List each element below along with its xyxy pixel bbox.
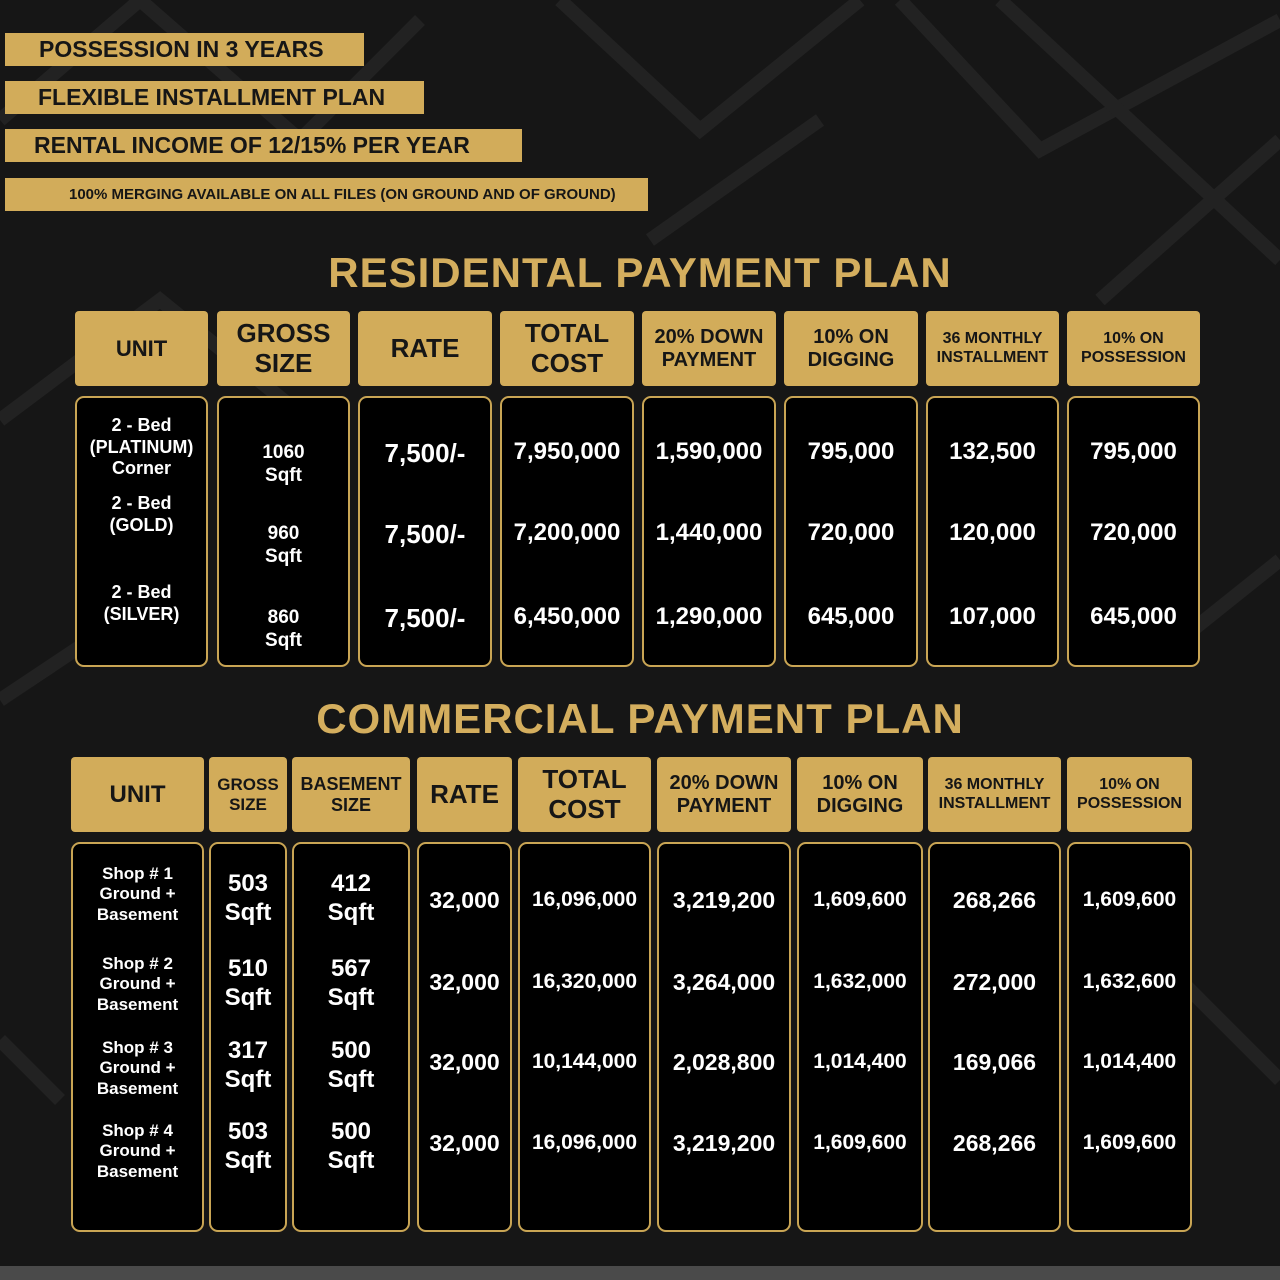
header-digging: 10% ON DIGGING [797, 757, 923, 832]
cell-possession: 645,000 [1090, 603, 1177, 630]
cell-total: 7,200,000 [513, 519, 621, 546]
cell-size: 510 Sqft [224, 955, 272, 1011]
commercial-title: COMMERCIAL PAYMENT PLAN [316, 695, 964, 742]
cell-digging: 1,609,600 [813, 888, 907, 911]
cell-down: 3,264,000 [672, 969, 776, 995]
cell-possession: 720,000 [1090, 519, 1177, 546]
header-total: TOTAL COST [518, 757, 651, 832]
cell-size: 860 Sqft [265, 607, 302, 651]
cell-down: 3,219,200 [672, 1130, 776, 1156]
cell-size: 503 Sqft [224, 870, 272, 926]
header-digging: 10% ON DIGGING [784, 311, 918, 386]
header-unit: UNIT [75, 311, 208, 386]
header-possession: 10% ON POSSESSION [1067, 311, 1200, 386]
badge-merging: 100% MERGING AVAILABLE ON ALL FILES (ON GROUND AND OF GROUND) [5, 178, 648, 211]
cell-unit: 2 - Bed (SILVER) [103, 582, 180, 624]
header-size: GROSS SIZE [217, 311, 350, 386]
cell-down: 3,219,200 [672, 887, 776, 913]
badge-installment: FLEXIBLE INSTALLMENT PLAN [5, 81, 424, 114]
header-basement: BASEMENT SIZE [292, 757, 410, 832]
cell-unit: Shop # 3 Ground + Basement [96, 1038, 179, 1098]
cell-total: 16,096,000 [531, 888, 638, 911]
cell-digging: 645,000 [807, 603, 895, 630]
cell-basement: 412 Sqft [327, 870, 375, 926]
cell-rate: 32,000 [429, 969, 500, 995]
header-unit: UNIT [71, 757, 204, 832]
cell-unit: Shop # 2 Ground + Basement [96, 954, 179, 1014]
cell-size: 317 Sqft [224, 1037, 272, 1093]
header-total: TOTAL COST [500, 311, 634, 386]
cell-basement: 567 Sqft [327, 955, 375, 1011]
cell-digging: 1,014,400 [813, 1050, 907, 1073]
header-monthly: 36 MONTHLY INSTALLMENT [928, 757, 1061, 832]
header-down: 20% DOWN PAYMENT [642, 311, 776, 386]
cell-possession: 795,000 [1090, 438, 1177, 465]
cell-down: 1,290,000 [655, 603, 763, 630]
residential-title: RESIDENTAL PAYMENT PLAN [328, 249, 952, 296]
cell-monthly: 272,000 [952, 969, 1037, 995]
header-monthly: 36 MONTHLY INSTALLMENT [926, 311, 1059, 386]
cell-rate: 7,500/- [384, 438, 466, 468]
cell-possession: 1,609,600 [1082, 1131, 1177, 1154]
cell-basement: 500 Sqft [327, 1037, 375, 1093]
cell-digging: 1,632,000 [813, 970, 907, 993]
cell-size: 1060 Sqft [262, 442, 305, 486]
cell-possession: 1,014,400 [1082, 1050, 1177, 1073]
cell-rate: 32,000 [429, 1130, 500, 1156]
cell-unit: Shop # 4 Ground + Basement [96, 1121, 179, 1181]
cell-size: 503 Sqft [224, 1118, 272, 1174]
cell-rate: 7,500/- [384, 603, 466, 633]
cell-monthly: 268,266 [952, 887, 1037, 913]
badge-rental-income: RENTAL INCOME OF 12/15% PER YEAR [5, 129, 522, 162]
badge-possession: POSSESSION IN 3 YEARS [5, 33, 364, 66]
cell-rate: 32,000 [429, 1049, 500, 1075]
cell-rate: 32,000 [429, 887, 500, 913]
cell-total: 7,950,000 [513, 438, 621, 465]
cell-down: 1,440,000 [655, 519, 763, 546]
cell-rate: 7,500/- [384, 519, 466, 549]
cell-digging: 795,000 [807, 438, 895, 465]
cell-total: 16,320,000 [531, 970, 638, 993]
cell-size: 960 Sqft [265, 523, 302, 567]
header-down: 20% DOWN PAYMENT [657, 757, 791, 832]
header-size: GROSS SIZE [209, 757, 287, 832]
bottom-bar [0, 1266, 1280, 1280]
cell-total: 6,450,000 [513, 603, 621, 630]
cell-down: 2,028,800 [672, 1049, 776, 1075]
cell-unit: Shop # 1 Ground + Basement [96, 864, 179, 924]
header-possession: 10% ON POSSESSION [1067, 757, 1192, 832]
cell-monthly: 268,266 [952, 1130, 1037, 1156]
cell-basement: 500 Sqft [327, 1118, 375, 1174]
cell-monthly: 120,000 [949, 519, 1036, 546]
cell-total: 10,144,000 [531, 1050, 638, 1073]
cell-possession: 1,632,600 [1082, 970, 1177, 993]
cell-monthly: 107,000 [949, 603, 1036, 630]
cell-digging: 720,000 [807, 519, 895, 546]
cell-total: 16,096,000 [531, 1131, 638, 1154]
header-rate: RATE [417, 757, 512, 832]
cell-possession: 1,609,600 [1082, 888, 1177, 911]
cell-digging: 1,609,600 [813, 1131, 907, 1154]
cell-down: 1,590,000 [655, 438, 763, 465]
cell-unit: 2 - Bed (PLATINUM) Corner [89, 415, 194, 479]
cell-monthly: 132,500 [949, 438, 1036, 465]
cell-unit: 2 - Bed (GOLD) [109, 493, 174, 535]
header-rate: RATE [358, 311, 492, 386]
cell-monthly: 169,066 [952, 1049, 1037, 1075]
